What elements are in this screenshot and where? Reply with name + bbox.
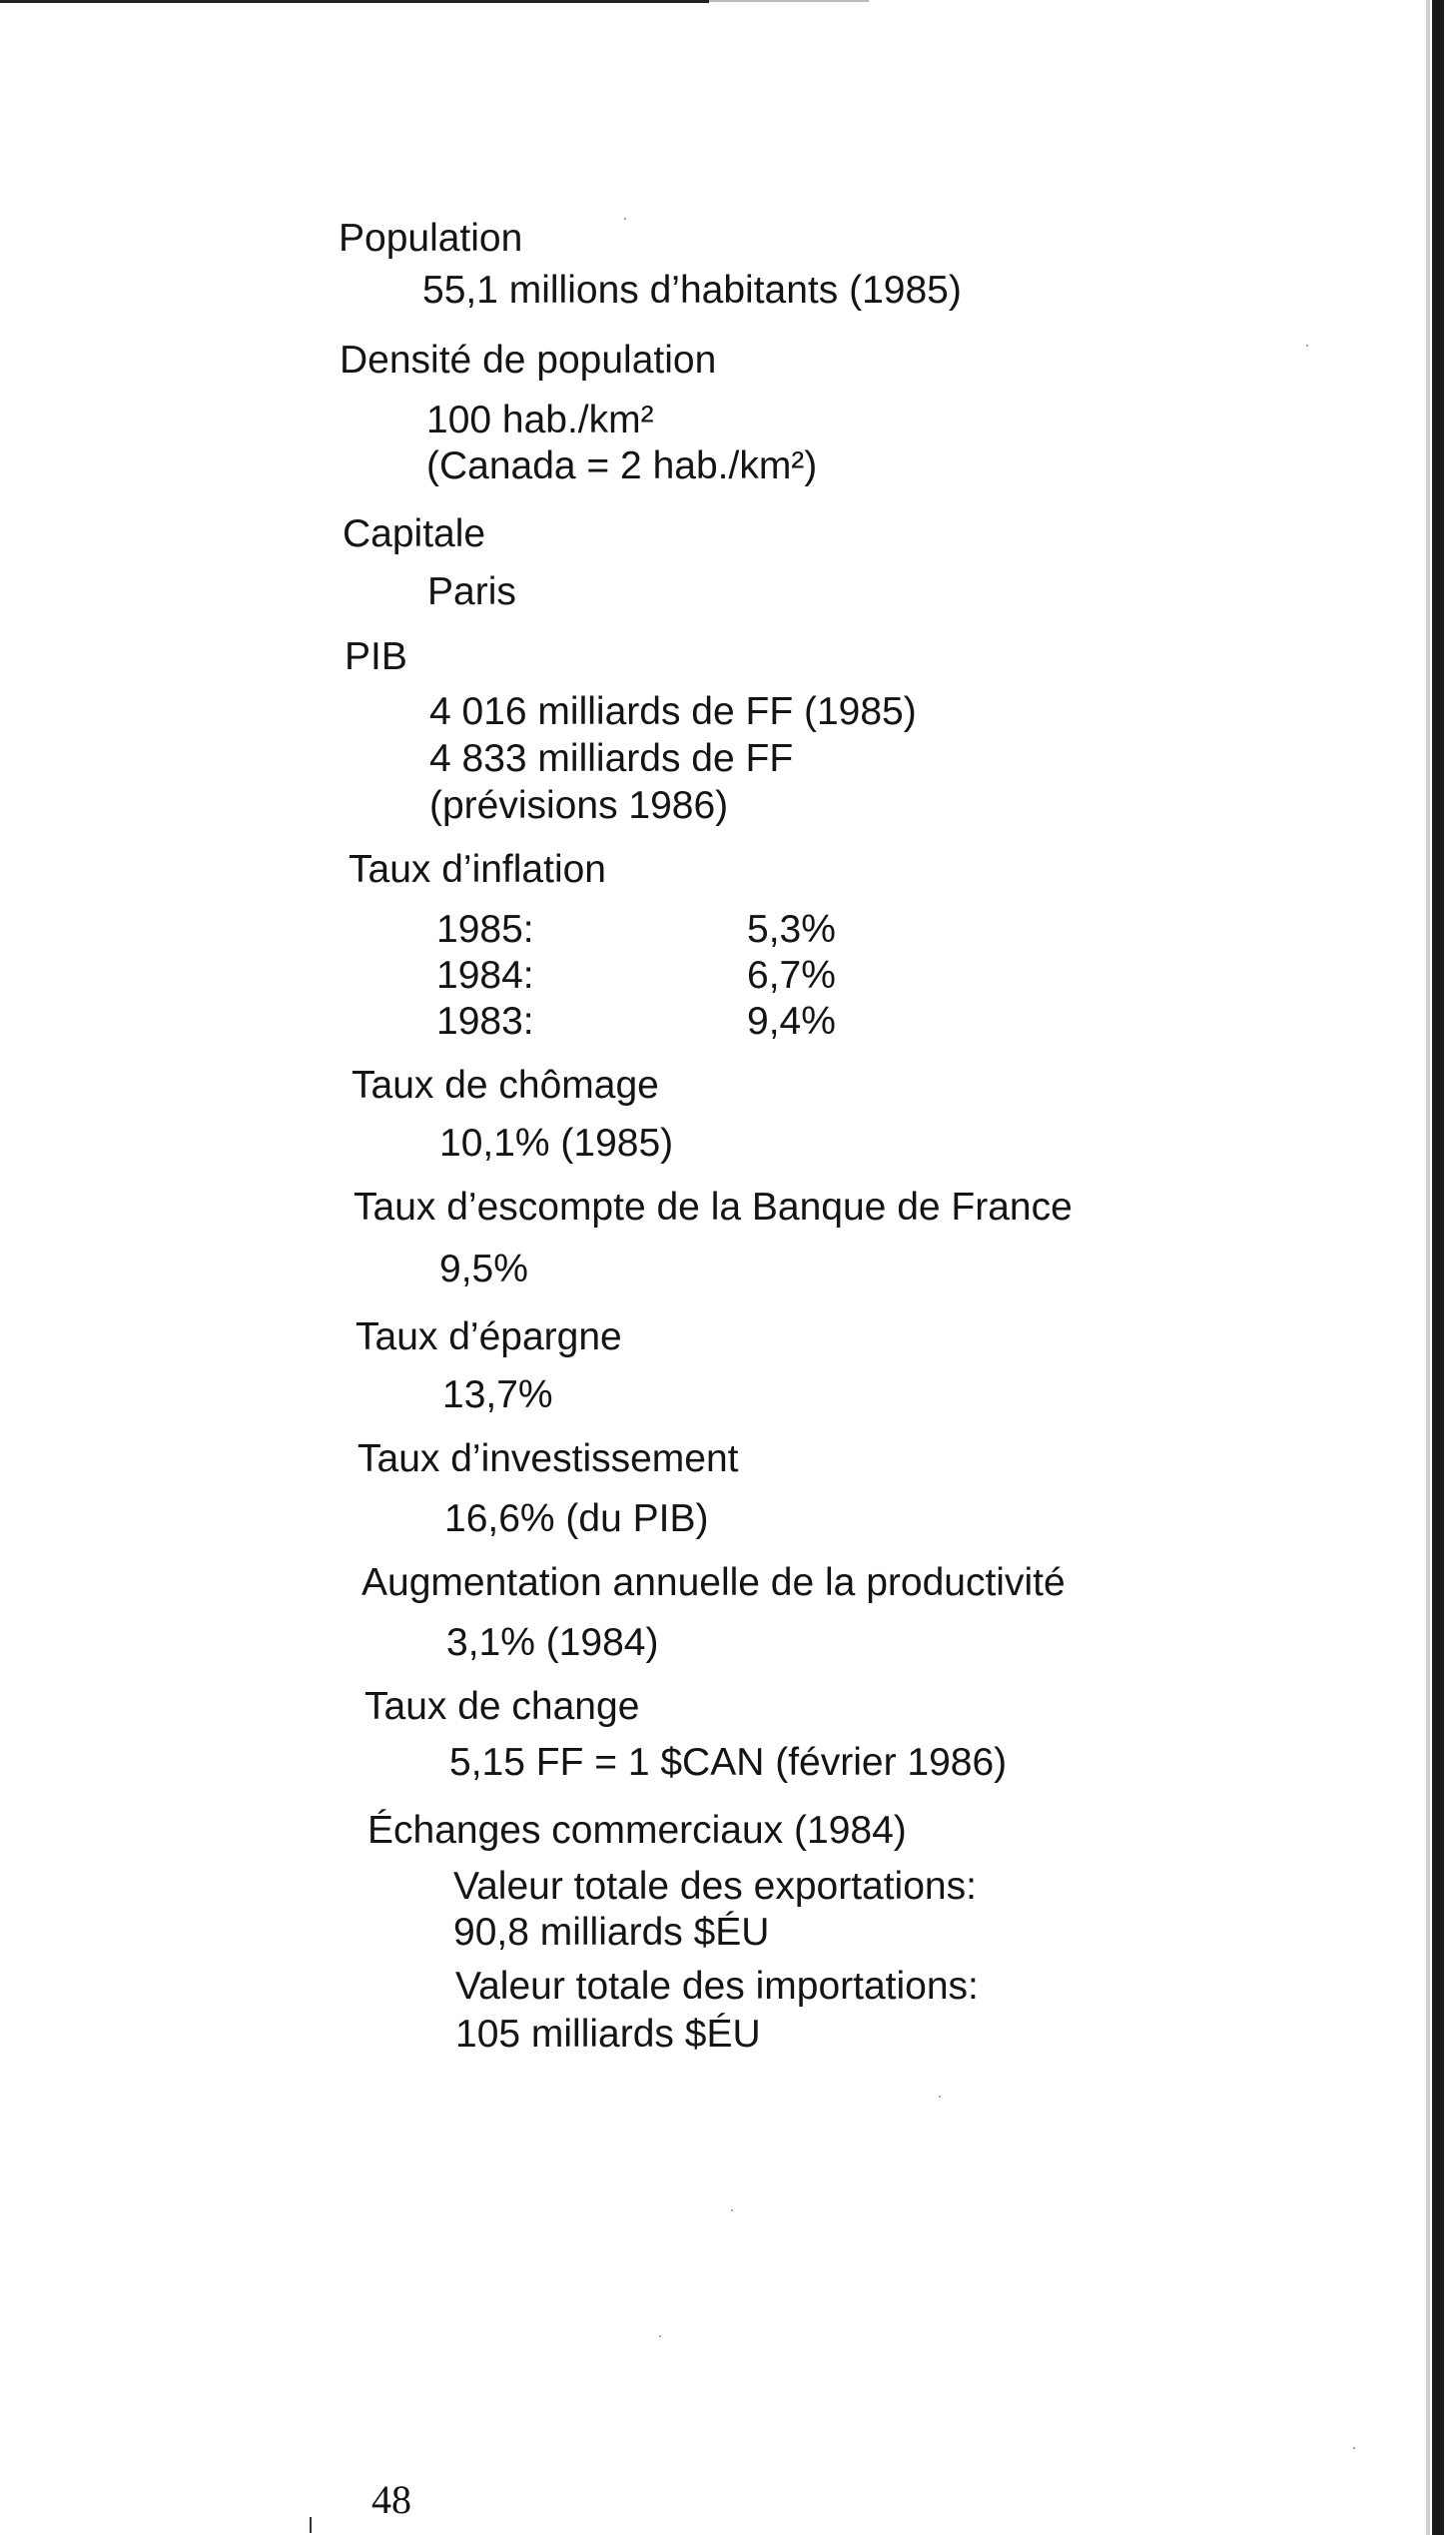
section-value: 90,8 milliards $ÉU (453, 1911, 770, 1954)
page-edge-shadow (1426, 0, 1430, 2535)
section-heading-population: Population (339, 217, 523, 260)
inflation-year: 1985: (436, 908, 534, 951)
section-heading-trade: Échanges commerciaux (1984) (367, 1809, 907, 1852)
section-heading-investment-rate: Taux d’investissement (358, 1437, 739, 1480)
inflation-year: 1983: (436, 1000, 534, 1043)
page-number: 48 (371, 2477, 411, 2522)
section-value: 10,1% (1985) (439, 1122, 674, 1165)
scan-speck (731, 2209, 733, 2211)
scan-speck (624, 218, 626, 220)
scan-speck (659, 2335, 661, 2337)
section-value: Valeur totale des importations: (455, 1965, 979, 2008)
scan-speck (939, 2096, 941, 2098)
inflation-rate: 6,7% (747, 954, 836, 997)
section-value: Paris (427, 570, 516, 613)
section-heading-inflation: Taux d’inflation (349, 848, 606, 891)
page-edge (1432, 0, 1444, 2535)
margin-mark (310, 2517, 312, 2533)
section-value: 100 hab./km² (426, 399, 654, 441)
section-heading-exchange-rate: Taux de change (364, 1685, 640, 1728)
section-value: 105 milliards $ÉU (455, 2013, 761, 2056)
section-value: 13,7% (442, 1373, 553, 1416)
section-value: 16,6% (du PIB) (444, 1497, 709, 1540)
section-value: 4 833 milliards de FF (429, 737, 794, 780)
section-heading-discount-rate: Taux d’escompte de la Banque de France (354, 1186, 1073, 1229)
section-value: 55,1 millions d’habitants (1985) (422, 269, 962, 312)
scan-speck (1306, 345, 1308, 347)
section-value: 9,5% (439, 1248, 528, 1290)
section-value: 4 016 milliards de FF (1985) (429, 690, 917, 733)
section-value: 3,1% (1984) (446, 1621, 659, 1664)
inflation-year: 1984: (436, 954, 534, 997)
section-heading-gdp: PIB (345, 635, 407, 678)
section-heading-productivity: Augmentation annuelle de la productivité (362, 1561, 1066, 1604)
section-value: (prévisions 1986) (429, 784, 729, 827)
section-heading-density: Densité de population (340, 339, 717, 382)
section-heading-capital: Capitale (343, 512, 486, 555)
scan-speck (1353, 2447, 1355, 2449)
section-value: 5,15 FF = 1 $CAN (février 1986) (449, 1741, 1008, 1784)
inflation-rate: 9,4% (747, 1000, 836, 1043)
inflation-rate: 5,3% (747, 908, 836, 951)
section-heading-unemployment: Taux de chômage (352, 1064, 659, 1107)
section-heading-savings-rate: Taux d’épargne (356, 1315, 622, 1358)
section-value: Valeur totale des exportations: (453, 1865, 977, 1908)
section-value: (Canada = 2 hab./km²) (426, 444, 818, 487)
